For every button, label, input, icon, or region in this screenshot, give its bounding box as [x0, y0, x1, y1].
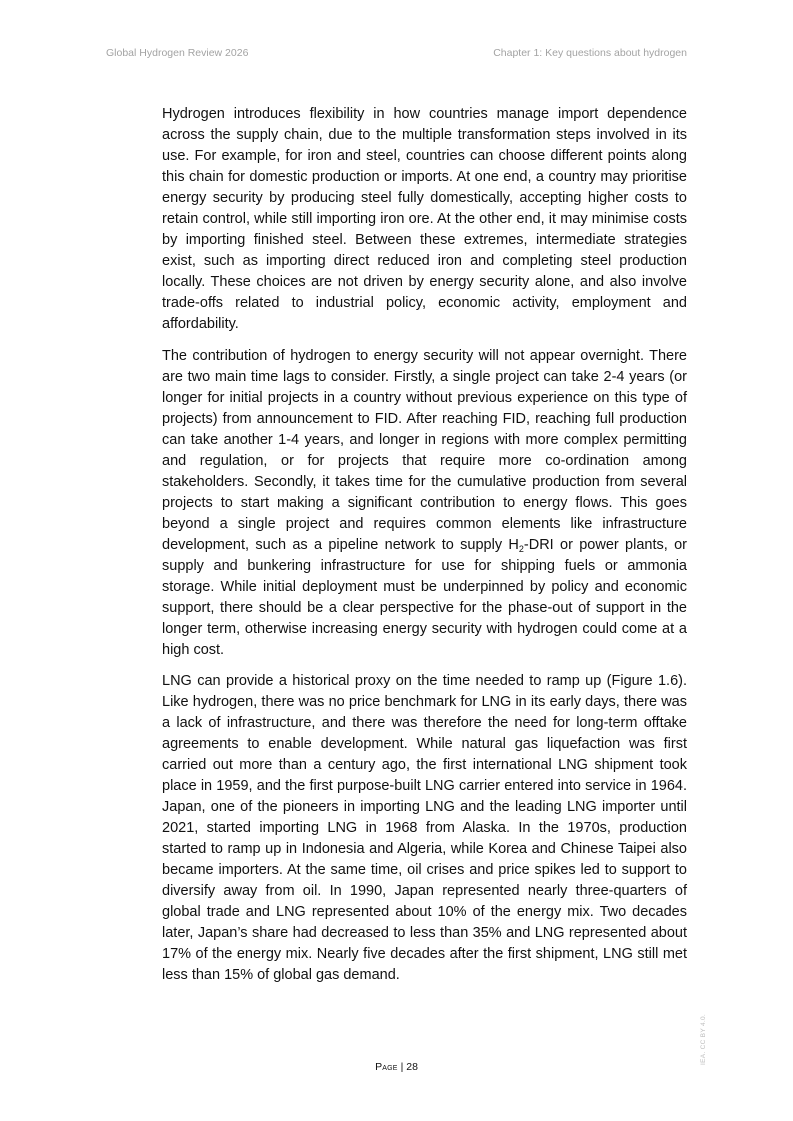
running-header-title: Global Hydrogen Review 2026: [106, 47, 249, 59]
paragraph-time-lags-text-2: -DRI or power plants, or supply and bunkering infrastructure for use for shipping fuels or ammonia storage. While initial deployment must be underpinned by policy and economic support, there should be a clear perspective for the phase-out of support in the longer term, otherwise increasing energy security with hydrogen could come at a high cost.: [162, 536, 687, 658]
page-number: 28: [406, 1061, 418, 1073]
body-text: [162, 104, 687, 997]
paragraph-time-lags: [162, 346, 687, 661]
running-header-chapter: Chapter 1: Key questions about hydrogen: [493, 47, 687, 59]
subscript-two: 2: [518, 543, 524, 554]
paragraph-import-flexibility: Hydrogen introduces flexibility in how countries manage import dependence across the supply chain, due to the multiple transformation steps involved in its use. For example, for iron and steel, countries can choose different points along this chain for domestic production or imports. At one end, a country may prioritise energy security by producing steel fully domestically, accepting higher costs to retain control, while still importing iron ore. At the other end, it may minimise costs by importing finished steel. Between these extremes, intermediate strategies exist, such as importing direct reduced iron and completing steel production locally. These choices are not driven by energy security alone, and also involve trade-offs related to industrial policy, economic activity, employment and affordability.: [162, 106, 687, 332]
paragraph-lng-proxy: LNG can provide a historical proxy on the time needed to ramp up (Figure 1.6). Like hydrogen, there was no price benchmark for LNG in its early days, there was a lack of infrastructure, and there was therefore the need for long-term offtake agreements to enable development. While natural gas liquefaction was first carried out more than a century ago, the first international LNG shipment took place in 1959, and the first purpose-built LNG carrier entered into service in 1964. Japan, one of the pioneers in importing LNG and the leading LNG importer until 2021, started importing LNG in 1968 from Alaska. In the 1970s, production started to ramp up in Indonesia and Algeria, while Korea and Chinese Taipei also became importers. At the same time, oil crises and price spikes led to support to diversify away from oil. In 1990, Japan represented nearly three-quarters of global trade and LNG represented about 10% of the energy mix. Two decades later, Japan’s share had decreased to less than 35% and LNG represented about 17% of the energy mix. Nearly five decades after the first shipment, LNG still met less than 15% of global gas demand.: [162, 673, 687, 983]
license-credit: IEA. CC BY 4.0.: [700, 1014, 707, 1065]
paragraph-time-lags-text-1: The contribution of hydrogen to energy security will not appear overnight. There are two main time lags to consider. Firstly, a single project can take 2-4 years (or longer for initial projects in a country without previous experience on this type of projects) from announcement to FID. After reaching FID, reaching full production can take another 1-4 years, and longer in regions with more complex permitting and regulation, or for projects that require more co-ordination among stakeholders. Secondly, it takes time for the cumulative production from several projects to start making a significant contribution to energy flows. This goes beyond a single project and requires common elements like infrastructure development, such as a pipeline network to supply H: [162, 347, 687, 553]
page-separator: |: [397, 1061, 407, 1073]
page-label: Page: [375, 1061, 398, 1073]
page-footer: [0, 1061, 793, 1073]
